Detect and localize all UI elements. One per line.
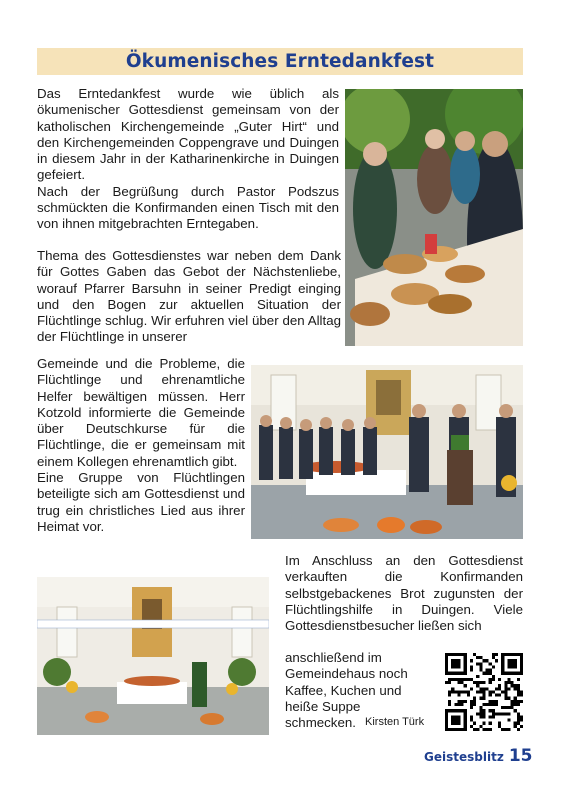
title-banner — [37, 48, 523, 75]
page-number: 15 — [508, 746, 533, 766]
paragraph-coffee: anschließend im Gemeindehaus noch Kaffee, Kuchen und heiße Suppe schmecken. — [285, 650, 408, 731]
article-title: Ökumenisches Erntedankfest — [125, 51, 435, 72]
magazine-name: Geistesblitz — [424, 750, 504, 764]
page-footer — [424, 746, 532, 766]
paragraph-bread-sale: Im Anschluss an den Gottesdienst verkauften die Konfirmanden selbstgebackenes Brot zugunsten der Flüchtlingshilfe in Duingen. Viele Gottesdienstbesucher ließen sich — [285, 553, 523, 634]
paragraph-song: Eine Gruppe von Flüchtlingen beteiligte sich am Gottesdienst und trug ein christliches Lied aus ihrer Heimat vor. — [37, 470, 245, 534]
paragraph-intro: Das Erntedankfest wurde wie üblich als ökumenischer Gottesdienst gemeinsam von der katholischen Kirchengemeinde „Guter Hirt“ und den Kirchengemeinden Coppengrave und Duingen in diesem Jahr in der Katharinenkirche in Duingen gefeiert. — [37, 86, 339, 183]
paragraph-theme: Thema des Gottesdienstes war neben dem Dank für Gottes Gaben das Gebot der Nächstenliebe, worauf Pfarrer Barsuhn in seiner Predigt einging und den Bogen zur aktuellen Situation der Flüchtlinge schlug. Wir erfuhren viel über den Alltag der Flüchtlinge in unserer — [37, 248, 341, 345]
photo-church-altar-group — [251, 365, 523, 539]
photo-bread-table — [345, 89, 523, 346]
qr-code-icon[interactable] — [445, 652, 523, 732]
paragraph-welcome: Nach der Begrüßung durch Pastor Podszus schmückten die Konfirmanden einen Tisch mit den von ihnen mitgebrachten Erntegaben. — [37, 183, 339, 232]
article-text-col1c — [37, 248, 341, 346]
paragraph-refugees: Gemeinde und die Probleme, die Flüchtlinge und ehrenamtliche Helfer bewältigen müssen. Herr Kotzold informierte die Gemeinde über Deutschkurse für die Flüchtlinge, die er gemeinsam mit einem Kollegen ehrenamtlich gibt. — [37, 356, 245, 469]
photo-church-interior — [37, 577, 269, 735]
article-text-col3 — [37, 356, 245, 535]
article-text-col4 — [285, 553, 523, 634]
author-name: Kirsten Türk — [365, 716, 425, 728]
